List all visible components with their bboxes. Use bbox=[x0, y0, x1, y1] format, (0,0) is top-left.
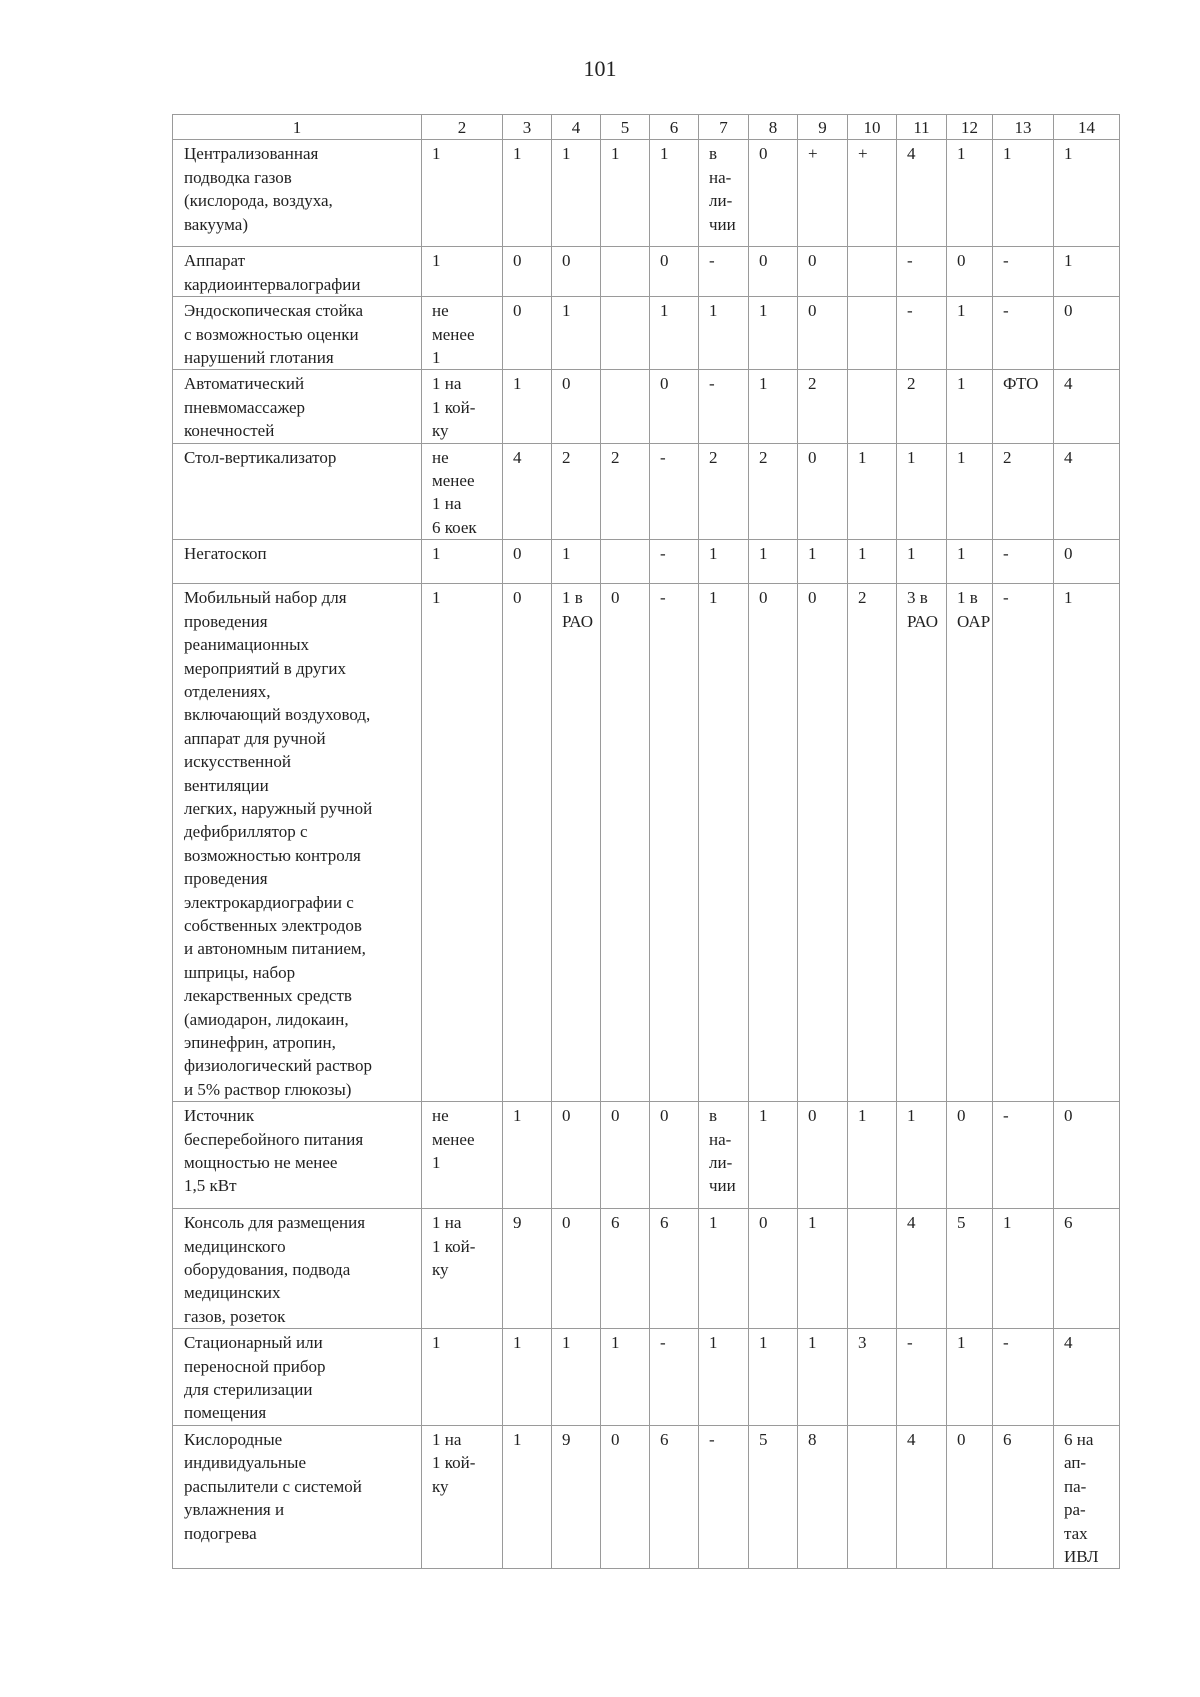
table-cell: + bbox=[848, 140, 897, 247]
table-cell: 0 bbox=[503, 540, 552, 584]
table-cell: 1 bbox=[422, 584, 503, 1102]
table-cell: 2 bbox=[897, 370, 947, 443]
table-cell bbox=[848, 1425, 897, 1568]
table-cell: 5 bbox=[749, 1425, 798, 1568]
table-cell: 1 bbox=[947, 140, 993, 247]
table-cell: 5 bbox=[947, 1209, 993, 1329]
table-cell: 2 bbox=[848, 584, 897, 1102]
table-cell: 1 bbox=[798, 1329, 848, 1426]
table-cell: 1 bbox=[552, 140, 601, 247]
table-cell: + bbox=[798, 140, 848, 247]
table-cell: 6 bbox=[650, 1425, 699, 1568]
equipment-name: Негатоскоп bbox=[173, 540, 422, 584]
table-cell: 6 bbox=[993, 1425, 1054, 1568]
table-cell: 2 bbox=[699, 443, 749, 540]
equipment-name: Мобильный набор для проведения реанимационных мероприятий в других отделениях, включающий воздуховод, аппарат для ручной искусственной вентиляции легких, наружный ручной дефибриллятор с возможностью контроля проведения электрокардиографии с собственных электродов и автономным питанием, шприцы, набор лекарственных средств (амиодарон, лидокаин, эпинефрин, атропин, физиологический раствор и 5% раствор глюкозы) bbox=[173, 584, 422, 1102]
table-cell: 0 bbox=[552, 370, 601, 443]
table-cell: ФТО bbox=[993, 370, 1054, 443]
table-cell: 1 bbox=[993, 1209, 1054, 1329]
table-row bbox=[173, 1329, 1120, 1426]
table-cell: 1 на 1 кой- ку bbox=[422, 370, 503, 443]
table-cell: 6 bbox=[650, 1209, 699, 1329]
table-cell: - bbox=[650, 1329, 699, 1426]
table-cell: 6 на ап- па- ра- тах ИВЛ bbox=[1054, 1425, 1120, 1568]
table-cell: 1 bbox=[749, 297, 798, 370]
table-cell: 0 bbox=[650, 1102, 699, 1209]
table-cell: 4 bbox=[1054, 370, 1120, 443]
table-cell: - bbox=[993, 540, 1054, 584]
table-cell: 1 на 1 кой- ку bbox=[422, 1209, 503, 1329]
equipment-name: Стол-вертикализатор bbox=[173, 443, 422, 540]
table-cell: 0 bbox=[947, 1425, 993, 1568]
table-cell: 4 bbox=[1054, 1329, 1120, 1426]
table-cell: 1 в РАО bbox=[552, 584, 601, 1102]
equipment-name: Аппарат кардиоинтервалографии bbox=[173, 247, 422, 297]
table-cell: - bbox=[993, 1102, 1054, 1209]
table-row bbox=[173, 1209, 1120, 1329]
table-cell: 1 bbox=[798, 540, 848, 584]
table-cell: - bbox=[699, 247, 749, 297]
table-cell bbox=[601, 370, 650, 443]
table-cell: 1 bbox=[947, 297, 993, 370]
table-cell: 1 bbox=[749, 370, 798, 443]
table-cell bbox=[601, 247, 650, 297]
table-cell: 1 bbox=[552, 297, 601, 370]
table-cell: 0 bbox=[503, 247, 552, 297]
table-cell bbox=[848, 247, 897, 297]
table-cell: 0 bbox=[601, 584, 650, 1102]
table-row bbox=[173, 584, 1120, 1102]
table-cell: 1 bbox=[601, 140, 650, 247]
table-cell: - bbox=[897, 1329, 947, 1426]
table-row bbox=[173, 540, 1120, 584]
column-number: 12 bbox=[947, 115, 993, 140]
column-number: 13 bbox=[993, 115, 1054, 140]
table-cell: 1 bbox=[422, 247, 503, 297]
table-cell: 0 bbox=[1054, 297, 1120, 370]
table-cell: 1 bbox=[552, 540, 601, 584]
table-cell: 0 bbox=[947, 1102, 993, 1209]
header-row bbox=[173, 115, 1120, 140]
table-cell: 1 bbox=[848, 1102, 897, 1209]
table-cell: 4 bbox=[897, 140, 947, 247]
table-cell: 1 bbox=[749, 1102, 798, 1209]
table-cell: 1 bbox=[947, 370, 993, 443]
table-cell: 1 bbox=[699, 1329, 749, 1426]
table-cell: 2 bbox=[798, 370, 848, 443]
equipment-name: Эндоскопическая стойка с возможностью оценки нарушений глотания bbox=[173, 297, 422, 370]
table-cell: 1 bbox=[699, 297, 749, 370]
equipment-table bbox=[172, 114, 1120, 1569]
table-cell: 9 bbox=[503, 1209, 552, 1329]
table-cell: 1 bbox=[848, 443, 897, 540]
table-cell: 1 bbox=[1054, 140, 1120, 247]
table-cell: 1 bbox=[947, 443, 993, 540]
table-cell: 0 bbox=[552, 1209, 601, 1329]
table-cell bbox=[848, 297, 897, 370]
table-cell bbox=[848, 370, 897, 443]
table-cell: 1 bbox=[848, 540, 897, 584]
table-cell: 1 bbox=[1054, 247, 1120, 297]
table-cell: в на- ли- чии bbox=[699, 140, 749, 247]
table-cell: 0 bbox=[798, 443, 848, 540]
table-cell: 6 bbox=[601, 1209, 650, 1329]
equipment-name: Источник бесперебойного питания мощностью не менее 1,5 кВт bbox=[173, 1102, 422, 1209]
table-cell: в на- ли- чии bbox=[699, 1102, 749, 1209]
table-cell: - bbox=[699, 1425, 749, 1568]
table-cell: - bbox=[993, 247, 1054, 297]
column-number: 1 bbox=[173, 115, 422, 140]
table-cell: 0 bbox=[749, 584, 798, 1102]
table-cell: 0 bbox=[1054, 1102, 1120, 1209]
column-number: 10 bbox=[848, 115, 897, 140]
table-cell: - bbox=[897, 247, 947, 297]
table-row bbox=[173, 140, 1120, 247]
page-number: 101 bbox=[583, 56, 617, 81]
equipment-name: Консоль для размещения медицинского оборудования, подвода медицинских газов, розеток bbox=[173, 1209, 422, 1329]
table-row bbox=[173, 1425, 1120, 1568]
table-cell: 0 bbox=[798, 584, 848, 1102]
table-cell: 1 bbox=[947, 540, 993, 584]
table-row bbox=[173, 443, 1120, 540]
table-cell: - bbox=[699, 370, 749, 443]
table-cell: 0 bbox=[650, 247, 699, 297]
table-cell: 6 bbox=[1054, 1209, 1120, 1329]
column-number: 4 bbox=[552, 115, 601, 140]
table-cell: 1 bbox=[422, 1329, 503, 1426]
table-cell: не менее 1 bbox=[422, 1102, 503, 1209]
equipment-name: Кислородные индивидуальные распылители с системой увлажнения и подогрева bbox=[173, 1425, 422, 1568]
table-cell: 1 bbox=[650, 140, 699, 247]
table-cell: 9 bbox=[552, 1425, 601, 1568]
column-number: 6 bbox=[650, 115, 699, 140]
column-number: 7 bbox=[699, 115, 749, 140]
table-cell: не менее 1 bbox=[422, 297, 503, 370]
table-cell: - bbox=[650, 584, 699, 1102]
table-cell: 2 bbox=[552, 443, 601, 540]
table-cell: 1 bbox=[749, 1329, 798, 1426]
table-cell: 1 bbox=[699, 540, 749, 584]
table-cell: 1 bbox=[897, 443, 947, 540]
column-number: 5 bbox=[601, 115, 650, 140]
table-cell: 0 bbox=[1054, 540, 1120, 584]
table-cell: 0 bbox=[798, 1102, 848, 1209]
table-cell: 1 bbox=[947, 1329, 993, 1426]
table-cell: не менее 1 на 6 коек bbox=[422, 443, 503, 540]
table-cell: 0 bbox=[947, 247, 993, 297]
table-cell: 0 bbox=[749, 1209, 798, 1329]
column-number: 9 bbox=[798, 115, 848, 140]
table-cell: 4 bbox=[503, 443, 552, 540]
table-cell: 1 на 1 кой- ку bbox=[422, 1425, 503, 1568]
table-row bbox=[173, 297, 1120, 370]
table-row bbox=[173, 370, 1120, 443]
equipment-name: Централизованная подводка газов (кислорода, воздуха, вакуума) bbox=[173, 140, 422, 247]
table-cell: 1 bbox=[798, 1209, 848, 1329]
table-cell: 1 bbox=[503, 370, 552, 443]
table-cell: 0 bbox=[749, 140, 798, 247]
table-cell: 0 bbox=[552, 247, 601, 297]
table-cell: 0 bbox=[798, 297, 848, 370]
table-cell: 1 bbox=[503, 1329, 552, 1426]
table-cell: 3 в РАО bbox=[897, 584, 947, 1102]
column-number: 8 bbox=[749, 115, 798, 140]
table-cell: - bbox=[993, 1329, 1054, 1426]
column-number: 2 bbox=[422, 115, 503, 140]
table-cell bbox=[601, 297, 650, 370]
table-cell: - bbox=[993, 297, 1054, 370]
equipment-name: Автоматический пневмомассажер конечностей bbox=[173, 370, 422, 443]
table-cell: 1 bbox=[422, 140, 503, 247]
table-cell: 1 в ОАР bbox=[947, 584, 993, 1102]
table-cell: 1 bbox=[897, 540, 947, 584]
table-cell: 1 bbox=[1054, 584, 1120, 1102]
table-cell bbox=[601, 540, 650, 584]
table-cell: 0 bbox=[601, 1102, 650, 1209]
table-row bbox=[173, 247, 1120, 297]
table-cell: 1 bbox=[699, 1209, 749, 1329]
table-cell: 0 bbox=[798, 247, 848, 297]
column-number: 11 bbox=[897, 115, 947, 140]
table-cell: 0 bbox=[650, 370, 699, 443]
table-cell: 2 bbox=[601, 443, 650, 540]
table-cell: 1 bbox=[422, 540, 503, 584]
table-cell: - bbox=[897, 297, 947, 370]
table-cell: 1 bbox=[503, 1102, 552, 1209]
table-cell: 1 bbox=[503, 1425, 552, 1568]
table-cell: - bbox=[650, 540, 699, 584]
equipment-name: Стационарный или переносной прибор для стерилизации помещения bbox=[173, 1329, 422, 1426]
table-cell: - bbox=[993, 584, 1054, 1102]
table-cell: 3 bbox=[848, 1329, 897, 1426]
column-number: 3 bbox=[503, 115, 552, 140]
table-cell: 1 bbox=[993, 140, 1054, 247]
table-cell: 1 bbox=[650, 297, 699, 370]
table-cell: 4 bbox=[897, 1425, 947, 1568]
table-cell: 0 bbox=[503, 584, 552, 1102]
table-cell: 1 bbox=[699, 584, 749, 1102]
table-cell: - bbox=[650, 443, 699, 540]
table-cell: 1 bbox=[601, 1329, 650, 1426]
table-row bbox=[173, 1102, 1120, 1209]
table-cell: 1 bbox=[552, 1329, 601, 1426]
table-cell bbox=[848, 1209, 897, 1329]
column-number: 14 bbox=[1054, 115, 1120, 140]
table-cell: 0 bbox=[601, 1425, 650, 1568]
table-cell: 1 bbox=[503, 140, 552, 247]
table-cell: 1 bbox=[897, 1102, 947, 1209]
table-cell: 2 bbox=[749, 443, 798, 540]
table-cell: 8 bbox=[798, 1425, 848, 1568]
table-cell: 0 bbox=[503, 297, 552, 370]
table-cell: 2 bbox=[993, 443, 1054, 540]
table-cell: 1 bbox=[749, 540, 798, 584]
table-cell: 0 bbox=[552, 1102, 601, 1209]
table-cell: 0 bbox=[749, 247, 798, 297]
table-cell: 4 bbox=[1054, 443, 1120, 540]
table-cell: 4 bbox=[897, 1209, 947, 1329]
